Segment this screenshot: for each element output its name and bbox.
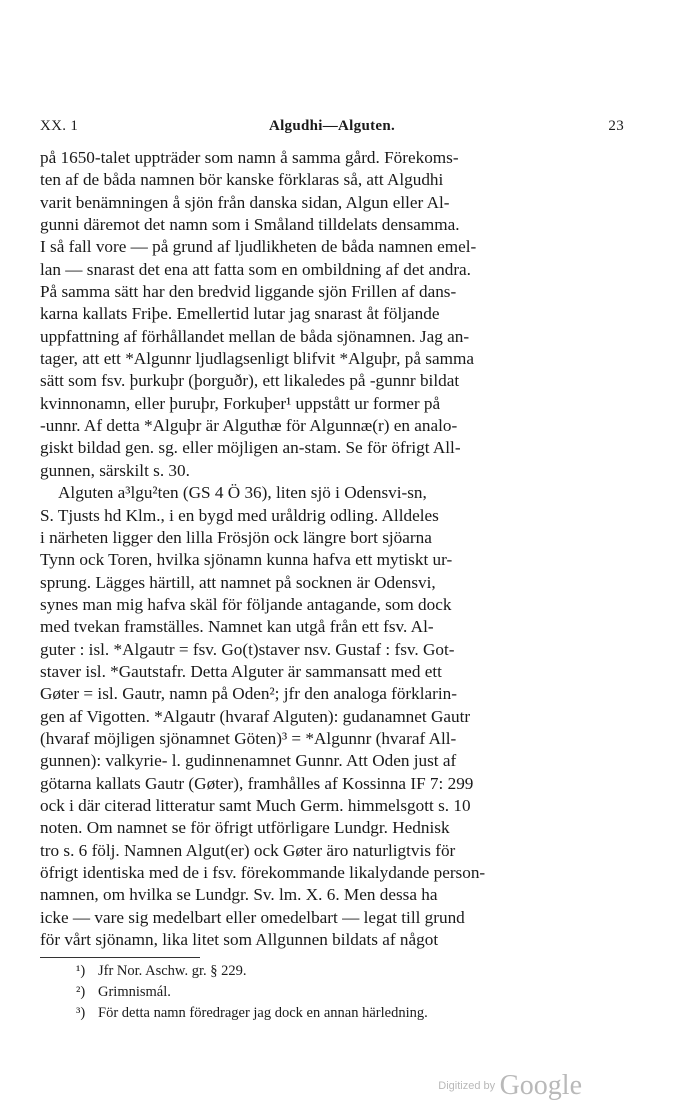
line-content: götarna kallats Gautr (Gøter), framhålles af Kossinna IF 7: 299: [40, 773, 474, 793]
footnote-text: Grimnismál.: [98, 984, 171, 1000]
google-logo: Google: [499, 1070, 582, 1101]
text-line: [40, 594, 624, 616]
footnote-1: [76, 961, 616, 982]
chapter-marker: XX. 1: [40, 118, 79, 134]
text-line: [40, 773, 624, 795]
text-line: [40, 907, 624, 929]
footnote-text: För detta namn föredrager jag dock en annan härledning.: [98, 1005, 428, 1021]
line-content: gunnen): valkyrie- l. gudinnenamnet Gunnr. Att Oden just af: [40, 751, 457, 771]
text-line: [40, 616, 624, 638]
line-content: gen af Vigotten. *Algautr (hvaraf Alguten): gudanamnet Gautr: [40, 706, 471, 726]
text-line: [40, 929, 624, 951]
line-content: namnen, om hvilka se Lundgr. Sv. lm. X. 6. Men dessa ha: [40, 885, 438, 905]
line-content: i närheten ligger den lilla Frösjön ock längre bort sjöarna: [40, 527, 432, 547]
text-line: [40, 549, 624, 571]
page-number: 23: [608, 118, 624, 134]
line-content: På samma sätt har den bredvid liggande sjön Frillen af dans-: [40, 282, 457, 302]
footnote-mark: ³): [76, 1005, 86, 1021]
line-content: S. Tjusts hd Klm., i en bygd med uråldrig odling. Alldeles: [40, 505, 439, 525]
footnote-mark: ²): [76, 984, 86, 1000]
text-line: [40, 415, 624, 437]
text-line: [40, 169, 624, 191]
line-content: Alguten a³lgu²ten (GS 4 Ö 36), liten sjö i Odensvi-sn,: [58, 483, 427, 503]
line-content: giskt bildad gen. sg. eller möjligen an-stam. Se för öfrigt All-: [40, 438, 461, 458]
line-content: icke — vare sig medelbart eller omedelbart — legat till grund: [40, 907, 465, 927]
text-line: gunnen, särskilt s. 30.: [40, 460, 190, 480]
line-content: I så fall vore — på grund af ljudlikheten de båda namnen emel-: [40, 237, 477, 257]
line-content: Gøter = isl. Gautr, namn på Oden²; jfr den analoga förklarin-: [40, 684, 457, 704]
text-line: [40, 192, 624, 214]
line-content: kvinnonamn, eller þuruþr, Forkuþer¹ uppstått ur former på: [40, 393, 441, 413]
text-line: [40, 862, 624, 884]
line-content: varit benämningen å sjön från danska sidan, Algun eller Al-: [40, 192, 450, 212]
text-line: [40, 326, 624, 348]
text-line: [40, 147, 624, 169]
line-content: lan — snarast det ena att fatta som en ombildning af det andra.: [40, 259, 471, 279]
line-content: Tynn ock Toren, hvilka sjönamn kunna hafva ett mytiskt ur-: [40, 550, 453, 570]
text-line: [40, 750, 624, 772]
running-header: [40, 118, 624, 140]
text-line: [40, 884, 624, 906]
line-content: synes man mig hafva skäl för följande antagande, som dock: [40, 594, 452, 614]
line-content: -unnr. Af detta *Alguþr är Alguthæ för Algunnæ(r) en analo-: [40, 416, 458, 436]
footnote-3: [76, 1003, 616, 1024]
text-line: [40, 728, 624, 750]
text-line: [40, 572, 624, 594]
watermark-prefix: Digitized by: [438, 1080, 496, 1092]
line-content: öfrigt identiska med de i fsv. förekommande likalydande person-: [40, 863, 486, 882]
text-line: [40, 482, 624, 504]
digitized-watermark: [438, 1070, 582, 1102]
text-line: [40, 527, 624, 549]
text-line: [40, 236, 624, 258]
line-content: på 1650-talet uppträder som namn å samma gård. Förekoms-: [40, 148, 459, 167]
line-content: för vårt sjönamn, lika litet som Allgunnen bildats af något: [40, 930, 439, 950]
line-content: tager, att ett *Algunnr ljudlagsenligt blifvit *Alguþr, på samma: [40, 349, 474, 369]
text-line: [40, 661, 624, 683]
line-content: tro s. 6 följ. Namnen Algut(er) ock Gøter äro naturligtvis för: [40, 840, 456, 860]
text-line: [40, 303, 624, 325]
text-line: [40, 214, 624, 236]
text-line: [40, 370, 624, 392]
line-content: uppfattning af förhållandet mellan de båda sjönamnen. Jag an-: [40, 326, 470, 346]
text-line: [40, 281, 624, 303]
line-content: med tvekan framställes. Namnet kan utgå från ett fsv. Al-: [40, 617, 434, 637]
line-content: ten af de båda namnen bör kanske förklaras så, att Algudhi: [40, 170, 444, 190]
text-line: [40, 795, 624, 817]
text-line: [40, 393, 624, 415]
text-line: [40, 437, 624, 459]
running-title: Algudhi—Alguten.: [268, 118, 396, 134]
footnote-text: Jfr Nor. Aschw. gr. § 229.: [98, 963, 247, 979]
text-line: [40, 683, 624, 705]
text-line: [40, 259, 624, 281]
line-content: sätt som fsv. þurkuþr (þorguðr), ett likaledes på -gunnr bildat: [40, 371, 460, 391]
footnotes: [76, 961, 616, 1024]
line-content: staver isl. *Gautstafr. Detta Alguter är sammansatt med ett: [40, 661, 442, 681]
text-line: [40, 817, 624, 839]
footnote-2: [76, 982, 616, 1003]
footnote-rule: [40, 957, 200, 958]
text-line: [40, 840, 624, 862]
text-line: [40, 706, 624, 728]
line-content: ock i där citerad litteratur samt Much Germ. himmelsgott s. 10: [40, 795, 471, 815]
line-content: sprung. Lägges härtill, att namnet på socknen är Odensvi,: [40, 572, 436, 592]
footnote-mark: ¹): [76, 963, 86, 979]
body-text: [40, 147, 624, 951]
line-content: noten. Om namnet se för öfrigt utförligare Lundgr. Hednisk: [40, 818, 450, 838]
text-line: [40, 639, 624, 661]
line-content: (hvaraf möjligen sjönamnet Göten)³ = *Algunnr (hvaraf All-: [40, 728, 457, 748]
text-line: [40, 348, 624, 370]
line-content: gunni däremot det namn som i Småland tilldelats densamma.: [40, 215, 460, 235]
line-content: karna kallats Friþe. Emellertid lutar jag snarast åt följande: [40, 304, 440, 324]
text-line: [40, 505, 624, 527]
line-content: guter : isl. *Algautr = fsv. Go(t)staver nsv. Gustaf : fsv. Got-: [40, 639, 455, 659]
